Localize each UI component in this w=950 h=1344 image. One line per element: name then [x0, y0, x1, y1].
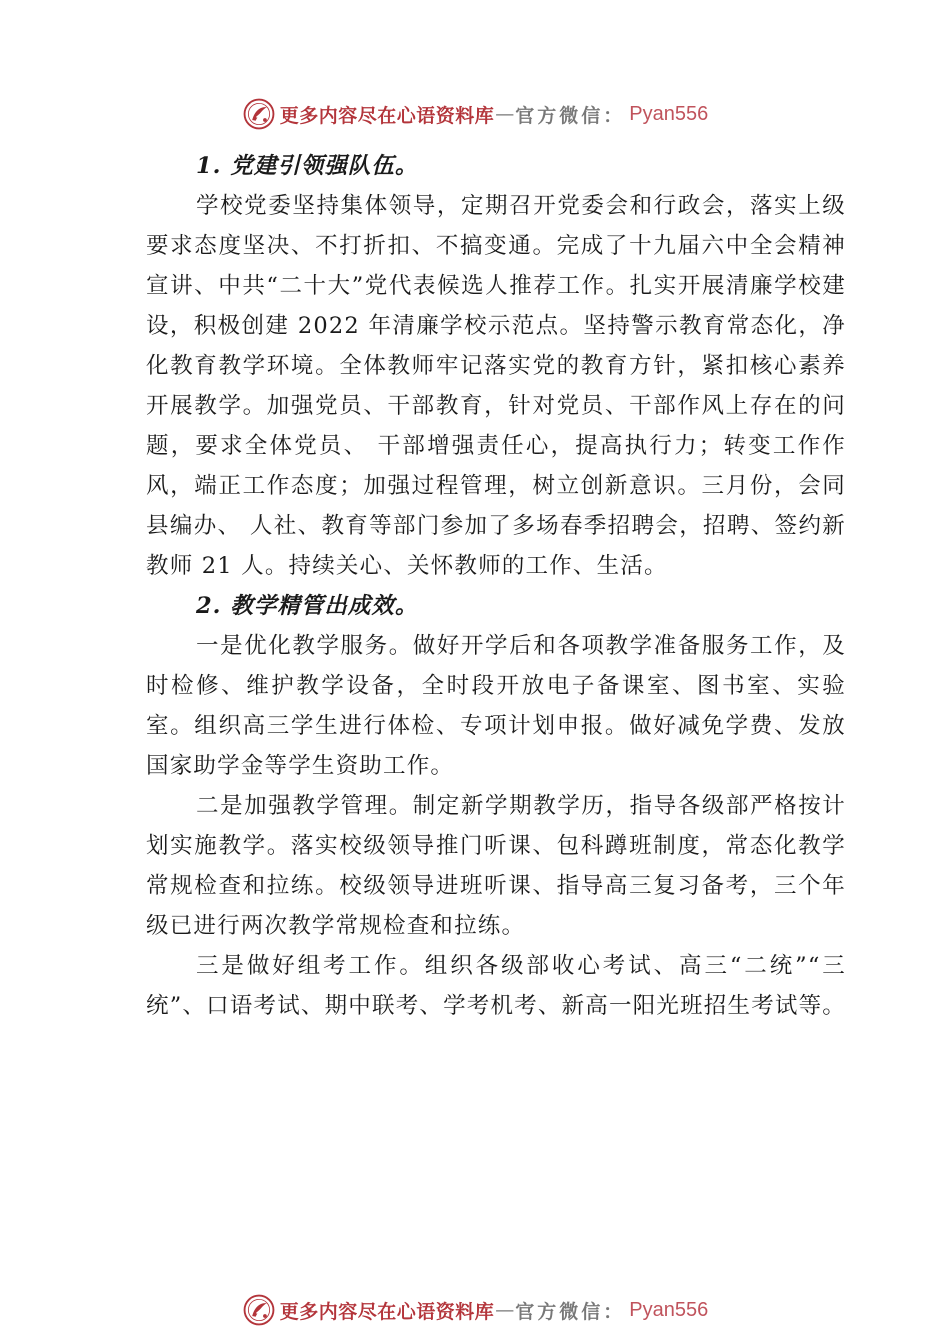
- header-watermark: [0, 94, 950, 134]
- seal-emblem-icon: [242, 97, 276, 131]
- watermark-official-label: 官方微信：: [515, 1300, 626, 1323]
- document-body: [146, 146, 846, 1026]
- section-heading: 1. 党建引领强队伍。: [196, 153, 419, 179]
- section-heading: 2. 教学精管出成效。: [196, 593, 419, 619]
- watermark-wechat-handle: Pyan556: [629, 102, 709, 125]
- watermark-dash: —: [495, 1299, 515, 1321]
- section-paragraph: 二是加强教学管理。制定新学期教学历，指导各级部严格按计划实施教学。落实校级领导推门听课、包科蹲班制度，常态化教学常规检查和拉练。校级领导进班听课、指导高三复习备考，三个年级已进行两次教学常规检查和拉练。: [146, 793, 846, 939]
- seal-emblem-icon: [242, 1293, 276, 1327]
- footer-watermark: [0, 1290, 950, 1330]
- watermark-brand-text: 更多内容尽在心语资料库: [279, 1300, 495, 1323]
- watermark-wechat-handle: Pyan556: [629, 1298, 709, 1321]
- watermark-brand-text: 更多内容尽在心语资料库: [279, 104, 495, 127]
- section-paragraph: 学校党委坚持集体领导，定期召开党委会和行政会，落实上级要求态度坚决、不打折扣、不搞变通。完成了十九届六中全会精神宣讲、中共“二十大”党代表候选人推荐工作。扎实开展清廉学校建设，积极创建 2022 年清廉学校示范点。坚持警示教育常态化，净化教育教学环境。全体教师牢记落实党的教育方针，紧扣核心素养开展教学。加强党员、干部教育，针对党员、干部作风上存在的问题，要求全体党员、 干部增强责任心，提高执行力；转变工作作风，端正工作态度；加强过程管理，树立创新意识。三月份，会同县编办、 人社、教育等部门参加了多场春季招聘会，招聘、签约新教师 21 人。持续关心、关怀教师的工作、生活。: [146, 193, 846, 579]
- watermark-dash: —: [495, 103, 515, 125]
- section-paragraph: 三是做好组考工作。组织各级部收心考试、高三“二统”“三统”、口语考试、期中联考、学考机考、新高一阳光班招生考试等。: [146, 953, 847, 1019]
- watermark-official-label: 官方微信：: [515, 104, 626, 127]
- section-paragraph: 一是优化教学服务。做好开学后和各项教学准备服务工作，及时检修、维护教学设备，全时段开放电子备课室、图书室、实验室。组织高三学生进行体检、专项计划申报。做好减免学费、发放国家助学金等学生资助工作。: [146, 633, 846, 779]
